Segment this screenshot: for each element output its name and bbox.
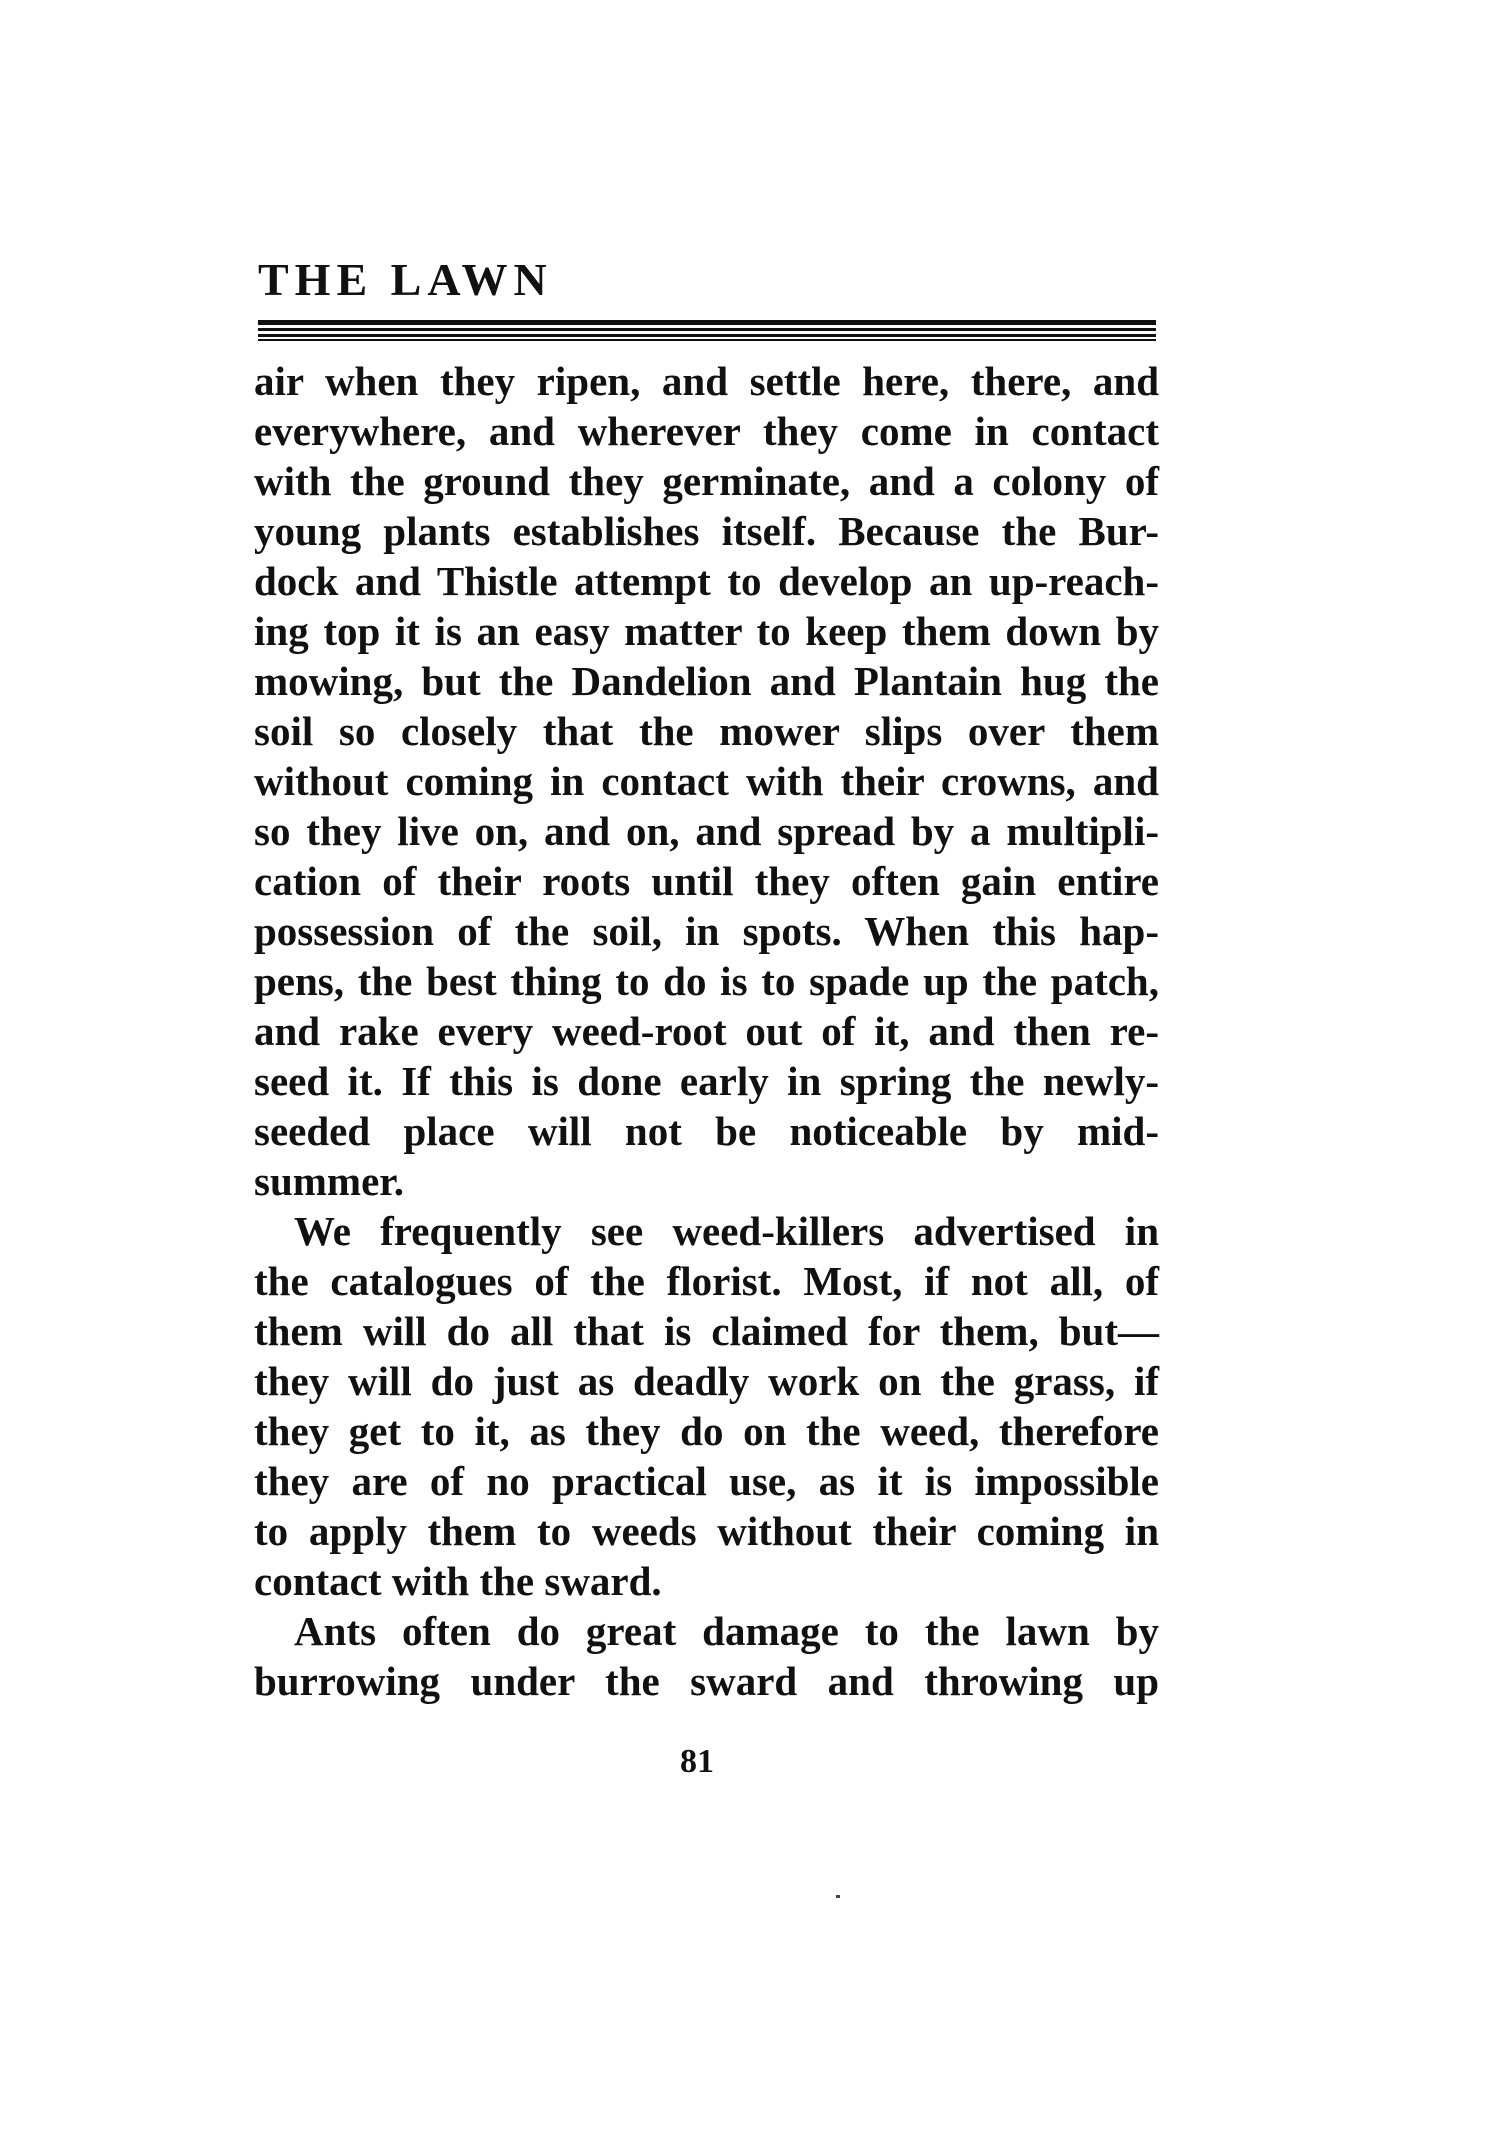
text-line: they are of no practical use, as it is impossible [254, 1458, 1159, 1504]
text-line: contact with the sward. [254, 1558, 662, 1604]
header-rule-bottom [258, 339, 1156, 341]
text-line: they get to it, as they do on the weed, therefore [254, 1408, 1159, 1454]
scan-speck [836, 1895, 840, 1898]
text-line: everywhere, and wherever they come in contact [254, 408, 1159, 454]
text-line: burrowing under the sward and throwing up [254, 1658, 1159, 1704]
header-rule-top [258, 320, 1156, 325]
text-line: dock and Thistle attempt to develop an up-reach- [254, 558, 1159, 604]
text-line: to apply them to weeds without their coming in [254, 1508, 1159, 1554]
text-line: them will do all that is claimed for them, but— [254, 1308, 1159, 1354]
text-line: We frequently see weed-killers advertised in [294, 1208, 1159, 1254]
text-line: young plants establishes itself. Because the Bur- [254, 508, 1159, 554]
text-line: so they live on, and on, and spread by a multipli- [254, 808, 1159, 854]
text-line: and rake every weed-root out of it, and then re- [254, 1008, 1159, 1054]
header-rule-3 [258, 334, 1156, 337]
text-line: pens, the best thing to do is to spade up the patch, [254, 958, 1159, 1004]
text-line: they will do just as deadly work on the grass, if [254, 1358, 1159, 1404]
body-text [254, 356, 1159, 1706]
text-line: with the ground they germinate, and a colony of [254, 458, 1159, 504]
text-line: mowing, but the Dandelion and Plantain hug the [254, 658, 1159, 704]
text-line: without coming in contact with their crowns, and [254, 758, 1159, 804]
header-rule-2 [258, 328, 1156, 331]
text-line: summer. [254, 1158, 404, 1204]
text-line: seed it. If this is done early in spring the newly- [254, 1058, 1159, 1104]
text-line: air when they ripen, and settle here, there, and [254, 358, 1159, 404]
text-line: the catalogues of the florist. Most, if not all, of [254, 1258, 1159, 1304]
text-line: cation of their roots until they often gain entire [254, 858, 1159, 904]
running-head: THE LAWN [258, 254, 553, 305]
text-line: seeded place will not be noticeable by mid- [254, 1108, 1159, 1154]
text-line: soil so closely that the mower slips over them [254, 708, 1159, 754]
text-line: Ants often do great damage to the lawn by [294, 1608, 1159, 1654]
text-line: possession of the soil, in spots. When this hap- [254, 908, 1159, 954]
text-line: ing top it is an easy matter to keep them down by [254, 608, 1159, 654]
page-number: 81 [680, 1743, 714, 1780]
